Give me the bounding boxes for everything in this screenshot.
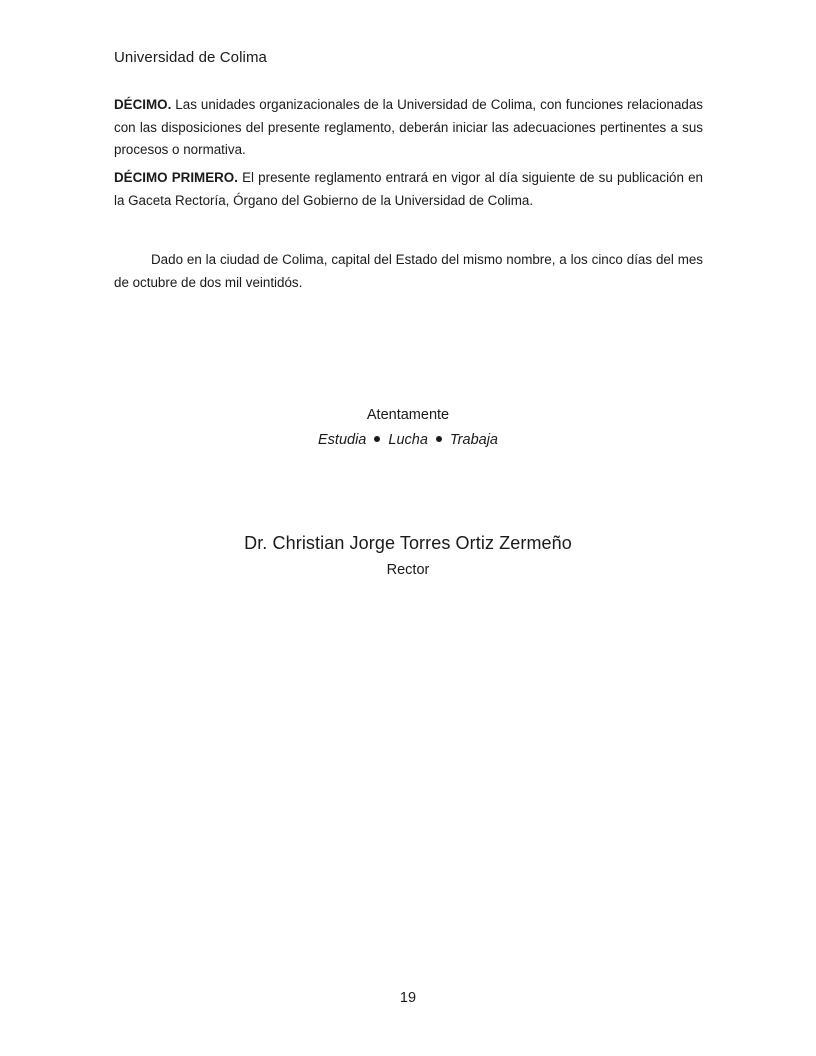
motto-word-1: Estudia — [318, 432, 367, 448]
article-label: DÉCIMO. — [114, 97, 172, 112]
bullet-dot-icon — [436, 436, 442, 442]
closing-salutation: Atentamente — [366, 407, 450, 423]
page-header: Universidad de Colima — [114, 49, 268, 66]
bullet-dot-icon — [374, 436, 380, 442]
motto-word-2: Lucha — [388, 432, 428, 448]
article-text: El presente reglamento entrará en vigor al día siguiente de su publicación en la Gaceta Rectoría, Órgano del Gobierno de la Universidad de Colima. — [114, 170, 704, 208]
motto-word-3: Trabaja — [449, 432, 498, 448]
article-text: Las unidades organizacionales de la Universidad de Colima, con funciones relacionadas con las disposiciones del presente reglamento, deberán iniciar las adecuaciones pertinentes a sus procesos o normativa. — [114, 97, 703, 157]
dated-statement: Dado en la ciudad de Colima, capital del Estado del mismo nombre, a los cinco días del mes de octubre de dos mil veintidós. — [114, 252, 703, 290]
article-decimo-primero — [114, 167, 703, 212]
institutional-motto — [0, 432, 816, 448]
page-number: 19 — [399, 990, 417, 1006]
signer-name: Dr. Christian Jorge Torres Ortiz Zermeño — [244, 533, 572, 553]
article-decimo — [114, 94, 703, 162]
signer-role: Rector — [386, 562, 430, 578]
article-label: DÉCIMO PRIMERO. — [114, 170, 238, 185]
